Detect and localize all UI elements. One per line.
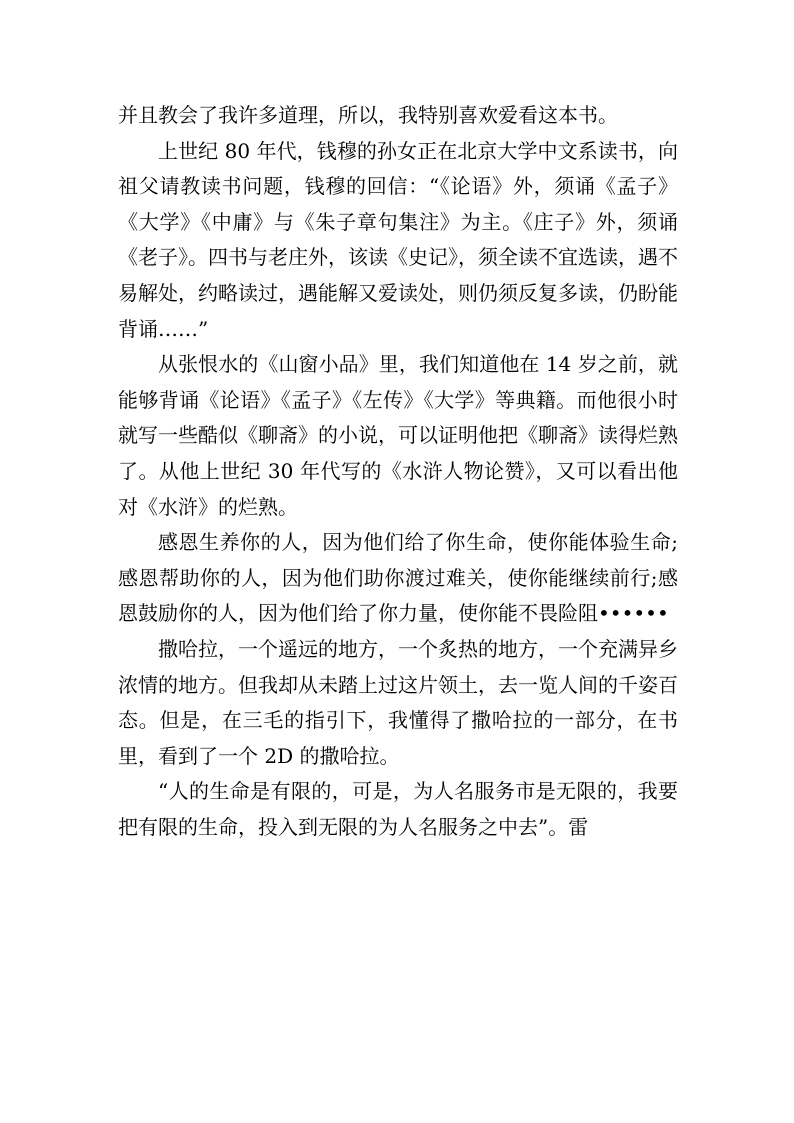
paragraph-zhang-henshui: 从张恨水的《山窗小品》里，我们知道他在 14 岁之前，就能够背诵《论语》《孟子》《左传》《大学》等典籍。而他很小时就写一些酷似《聊斋》的小说，可以证明他把《聊斋》读得烂熟了。从他上世纪 30 年代写的《水浒人物论赞》，又可以看出他对《水浒》的烂熟。 (118, 352, 678, 519)
paragraph-continuation: 并且教会了我许多道理，所以，我特别喜欢爱看这本书。 (118, 103, 618, 127)
paragraph-lei-feng-quote: “人的生命是有限的，可是，为人名服务市是无限的，我要把有限的生命，投入到无限的为人名服务之中去”。雷 (118, 779, 678, 839)
paragraph-sahara: 撒哈拉，一个遥远的地方，一个炙热的地方，一个充满异乡浓情的地方。但我却从未踏上过这片领土，去一览人间的千姿百态。但是，在三毛的指引下，我懂得了撒哈拉的一部分，在书里，看到了一个 2D 的撒哈拉。 (118, 636, 678, 768)
paragraph-gratitude: 感恩生养你的人，因为他们给了你生命，使你能体验生命;感恩帮助你的人，因为他们助你渡过难关，使你能继续前行;感恩鼓励你的人，因为他们给了你力量，使你能不畏险阻•••••• (118, 530, 678, 626)
paragraph-qian-mu: 上世纪 80 年代，钱穆的孙女正在北京大学中文系读书，向祖父请教读书问题，钱穆的回信：“《论语》外，须诵《孟子》《大学》《中庸》与《朱子章句集注》为主。《庄子》外，须诵《老子》。四书与老庄外，该读《史记》，须全读不宜选读，遇不易解处，约略读过，遇能解又爱读处，则仍须反复多读，仍盼能背诵……” (118, 138, 678, 341)
document-body (118, 98, 678, 845)
